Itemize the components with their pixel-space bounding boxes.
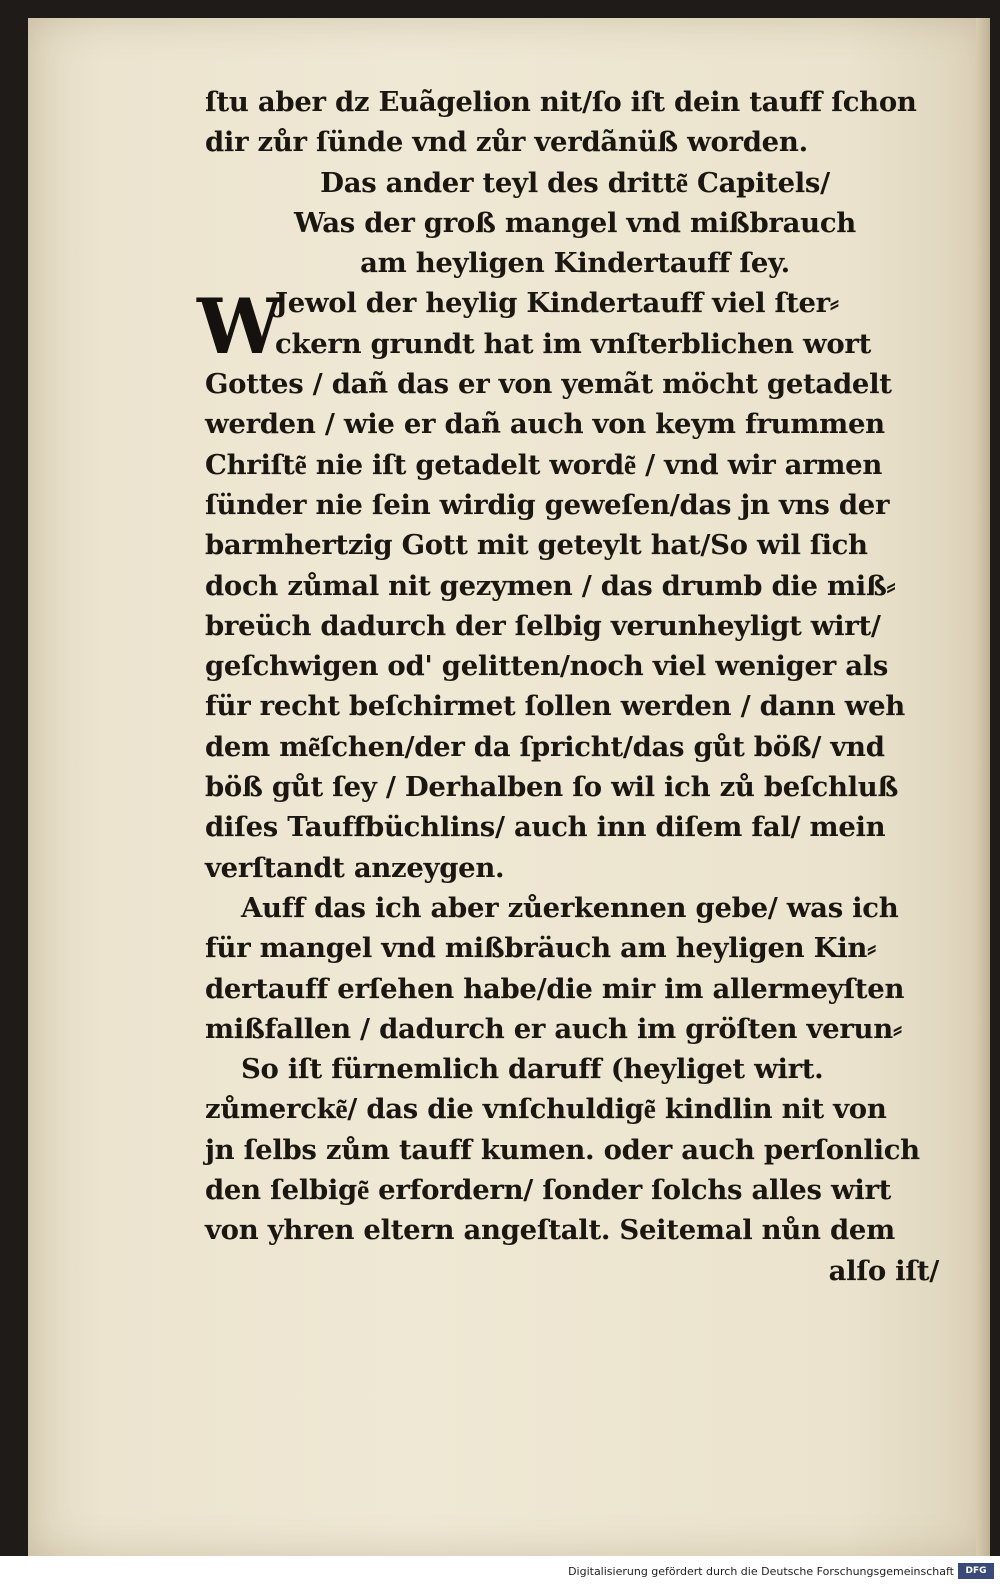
text-line: mißfallen / dadurch er auch im gröſten verun⸗ xyxy=(205,1012,902,1045)
text-line: Chriſte͂ nie iſt getadelt worde͂ / vnd wir armen xyxy=(205,448,883,481)
text-line: Jewol der heylig Kindertauff viel ſter⸗ xyxy=(275,287,839,320)
text-line: ſtu aber dz Euãgelion nit/ſo iſt dein tauff ſchon xyxy=(205,86,917,118)
text-line: böß gůt ſey / Derhalben ſo wil ich zů beſchluß xyxy=(205,771,899,804)
body-text xyxy=(197,82,945,1291)
digitization-footer xyxy=(0,1556,1000,1586)
text-line: geſchwigen od' gelitten/noch viel weniger als xyxy=(205,650,889,683)
section-heading: am heyligen Kindertauff ſey. xyxy=(360,247,790,280)
text-line: dir zůr ſünde vnd zůr verdãnüß worden. xyxy=(205,126,808,159)
text-line: verſtandt anzeygen. xyxy=(205,851,505,884)
page-edge xyxy=(976,18,990,1556)
text-line: So iſt fürnemlich daruff (heyliget wirt. xyxy=(241,1053,824,1086)
section-heading: Was der groß mangel vnd mißbrauch xyxy=(294,206,856,239)
text-line: breüch dadurch der ſelbig verunheyligt wirt/ xyxy=(205,609,881,642)
catchword: alſo iſt/ xyxy=(828,1254,939,1287)
funding-credit: Digitalisierung gefördert durch die Deutsche Forschungsgemeinschaft xyxy=(568,1565,954,1578)
text-line: den ſelbige͂ erfordern/ ſonder ſolchs alles wirt xyxy=(205,1174,892,1207)
text-line: für mangel vnd mißbräuch am heyligen Kin⸗ xyxy=(205,932,876,965)
text-line: ckern grundt hat im vnſterblichen wort xyxy=(275,327,871,360)
drop-capital: W xyxy=(197,282,283,372)
text-line: diſes Tauffbüchlins/ auch inn diſem fal/ mein xyxy=(205,811,886,844)
text-line: ſünder nie ſein wirdig geweſen/das jn vns der xyxy=(205,488,890,521)
text-line: zůmercke͂/ das die vnſchuldige͂ kindlin nit von xyxy=(205,1093,887,1126)
text-line: doch zůmal nit gezymen / das drumb die miß⸗ xyxy=(205,569,896,602)
text-line: barmhertzig Gott mit geteylt hat/So wil ſich xyxy=(205,529,868,562)
text-line: dem me͂ſchen/der da ſpricht/das gůt böß/ vnd xyxy=(205,730,885,763)
text-line: dertauff erſehen habe/die mir im allermeyſten xyxy=(205,972,905,1005)
text-line: werden / wie er dañ auch von keym frummen xyxy=(205,408,885,441)
text-line: für recht beſchirmet ſollen werden / dann weh xyxy=(205,690,905,723)
section-heading: Das ander teyl des dritte͂ Capitels/ xyxy=(320,166,830,199)
text-line: jn ſelbs zům tauff kumen. oder auch perſonlich xyxy=(205,1133,920,1166)
text-line: von yhren eltern angeſtalt. Seitemal nůn dem xyxy=(205,1214,895,1247)
text-line: Gottes / dañ das er von yemãt möcht getadelt xyxy=(205,368,892,401)
text-line: Auff das ich aber zůerkennen gebe/ was ich xyxy=(241,891,899,924)
dfg-logo: DFG xyxy=(958,1563,994,1579)
